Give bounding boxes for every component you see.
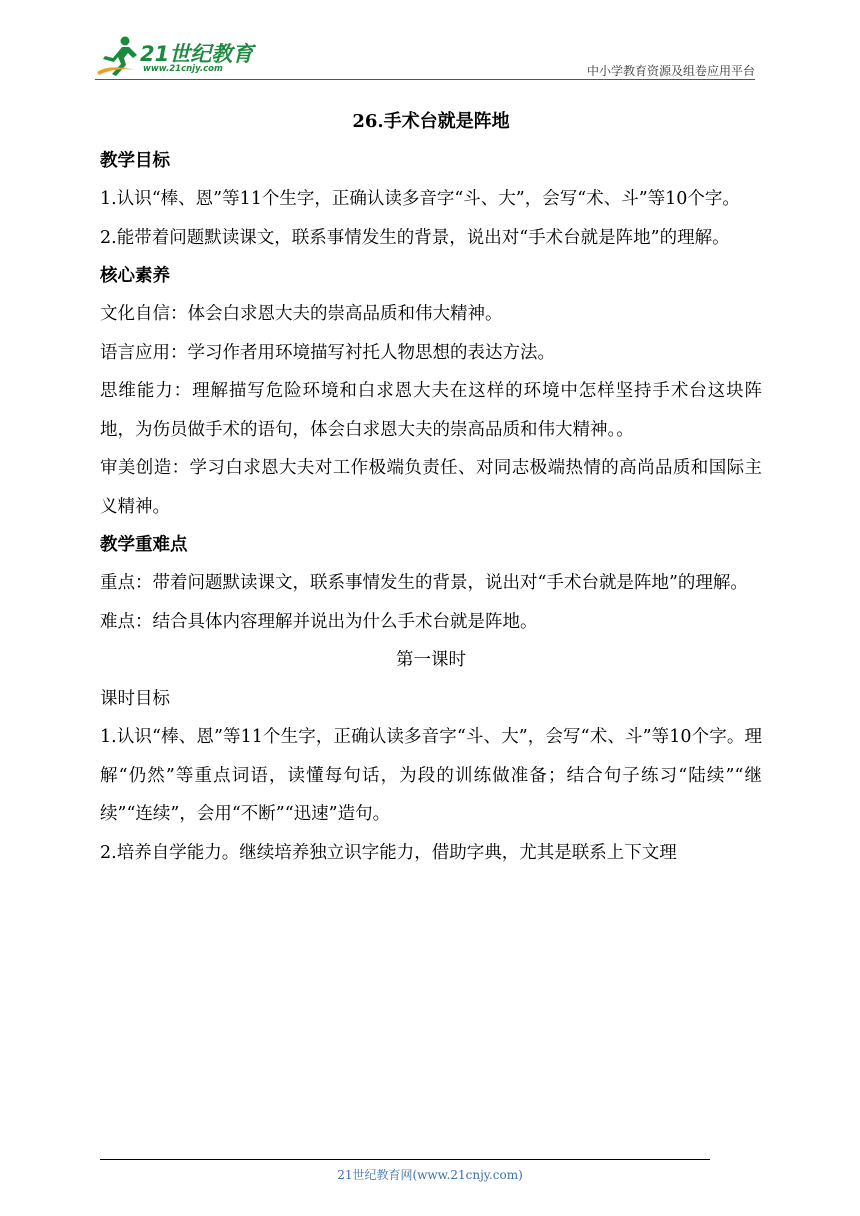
core-1: 文化自信：体会白求恩大夫的崇高品质和伟大精神。	[100, 304, 503, 324]
platform-name: 中小学教育资源及组卷应用平台	[586, 64, 755, 78]
goal-1: 1.认识“棒、恩”等11个生字，正确认读多音字“斗、大”，会写“术、斗”等10个字。	[100, 189, 740, 209]
logo	[95, 34, 265, 78]
goal-2: 2.能带着问题默读课文，联系事情发生的背景，说出对“手术台就是阵地”的理解。	[100, 227, 730, 248]
key-1: 重点：带着问题默读课文，联系事情发生的背景，说出对“手术台就是阵地”的理解。	[100, 573, 748, 593]
section-heading-keys: 教学重难点	[100, 535, 188, 555]
runner-logo-icon	[95, 34, 141, 78]
page-header	[95, 34, 755, 80]
key-2: 难点：结合具体内容理解并说出为什么手术台就是阵地。	[100, 611, 538, 632]
footer-text: 21世纪教育网(www.21cnjy.com)	[337, 1168, 523, 1182]
lesson-goal-2: 2.培养自学能力。继续培养独立识字能力，借助字典，尤其是联系上下文理	[100, 842, 677, 863]
header-divider	[95, 79, 755, 80]
section-heading-core: 核心素养	[100, 266, 170, 286]
lesson-title: 第一课时	[396, 650, 466, 670]
logo-text: 21世纪教育	[140, 42, 254, 66]
section-heading-goals: 教学目标	[100, 151, 170, 171]
core-3: 思维能力：理解描写危险环境和白求恩大夫在这样的环境中怎样坚持手术台这块阵地，为伤员做手术的语句，体会白求恩大夫的崇高品质和伟大精神。。	[100, 381, 762, 440]
core-4: 审美创造：学习白求恩大夫对工作极端负责任、对同志极端热情的高尚品质和国际主义精神。	[100, 458, 762, 517]
logo-url: www.21cnjy.com	[143, 64, 223, 74]
lesson-goal-1: 1.认识“棒、恩”等11个生字，正确认读多音字“斗、大”，会写“术、斗”等10个字。理解“仍然”等重点词语，读懂每句话，为段的训练做准备；结合句子练习“陆续”“继续”“连续”，会用“不断”“迅速”造句。	[100, 727, 762, 824]
lesson-goal-label: 课时目标	[100, 688, 170, 709]
doc-title: 26.手术台就是阵地	[352, 111, 510, 132]
document-body	[100, 100, 762, 872]
footer-divider	[100, 1159, 710, 1160]
core-2: 语言应用：学习作者用环境描写衬托人物思想的表达方法。	[100, 342, 555, 363]
